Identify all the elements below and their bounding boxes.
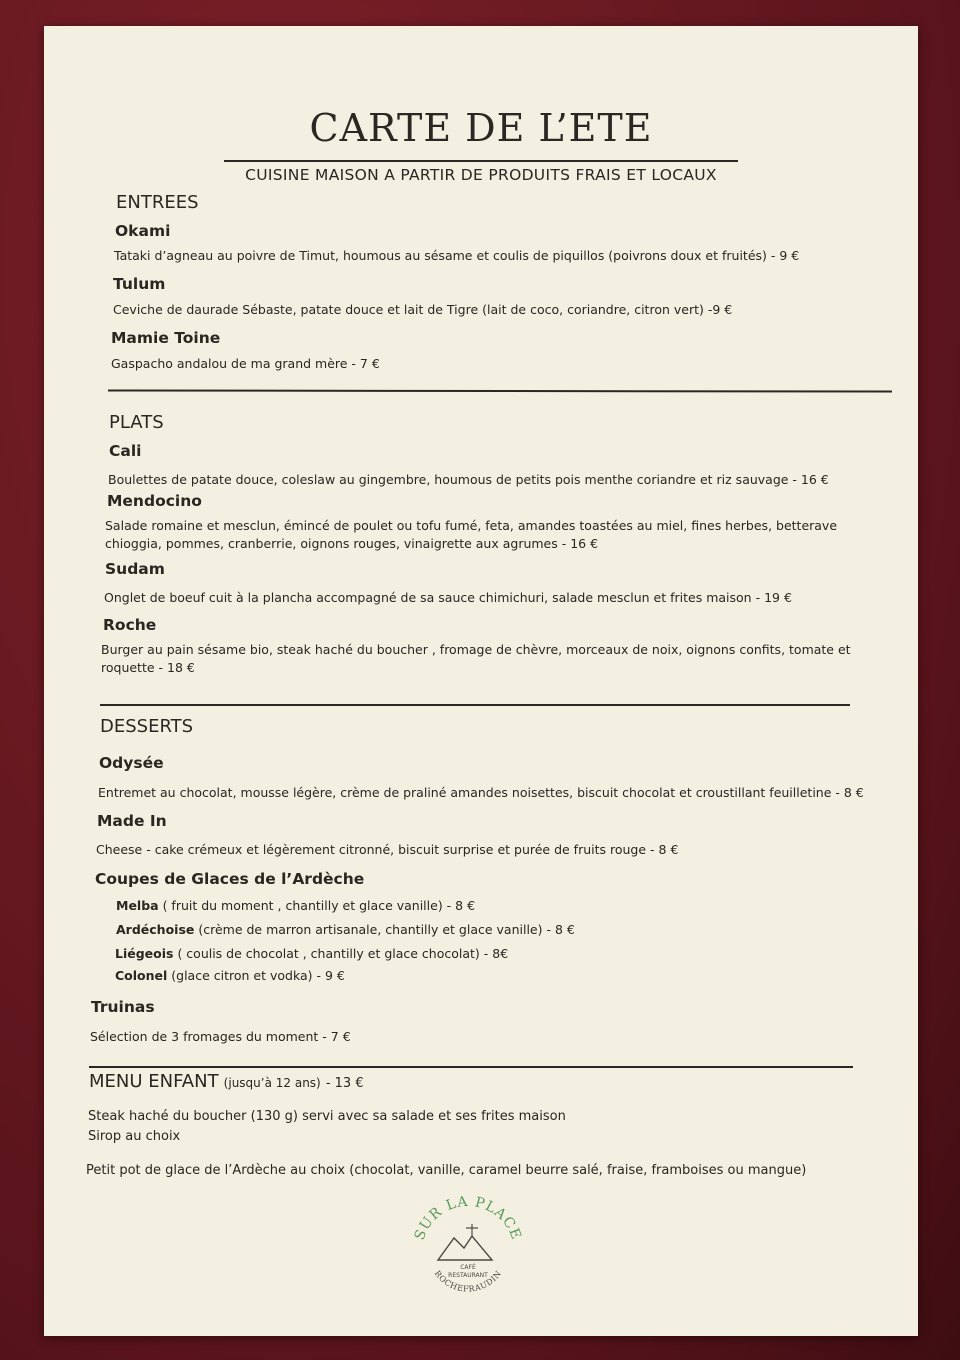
logo-line2: RESTAURANT [448,1272,488,1279]
logo-line1: CAFÉ [460,1264,476,1271]
enfant-header [89,1071,364,1092]
glaces-name: Coupes de Glaces de l’Ardèche [95,870,365,888]
enfant-heading: MENU ENFANT [89,1071,219,1092]
dessert-desc: Entremet au chocolat, mousse légère, crème de praliné amandes noisettes, biscuit chocolat et croustillant feuilletine - 8 € [98,785,864,800]
dessert-name: Odysée [99,754,164,772]
enfant-age: (jusqu’à 12 ans) [223,1076,321,1090]
plat-name: Sudam [105,560,165,578]
logo-arc-top [412,1194,524,1243]
glace-item [115,946,508,961]
entrees-heading: ENTREES [116,192,199,213]
entree-desc: Ceviche de daurade Sébaste, patate douce et lait de Tigre (lait de coco, coriandre, citron vert) -9 € [113,302,733,317]
glace-name: Ardéchoise [116,922,195,937]
menu-sheet [44,26,918,1336]
glace-item [116,898,475,913]
glace-desc: (crème de marron artisanale, chantilly et glace vanille) - 8 € [194,922,575,937]
logo-arc-bottom-text: ROCHEFRAUDIN [432,1268,504,1294]
enfant-line: Steak haché du boucher (130 g) servi avec sa salade et ses frites maison [88,1109,566,1124]
glace-item [116,922,575,937]
glace-name: Melba [116,898,159,913]
plats-heading: PLATS [109,412,164,433]
enfant-line: Petit pot de glace de l’Ardèche au choix (chocolat, vanille, caramel beurre salé, fraise, framboises ou mangue) [86,1163,807,1178]
enfant-line: Sirop au choix [88,1129,181,1144]
entree-name: Okami [115,222,171,240]
glace-name: Colonel [115,968,168,983]
glace-desc: (glace citron et vodka) - 9 € [167,968,345,983]
entree-name: Tulum [113,275,166,293]
plat-name: Cali [109,442,142,460]
glace-desc: ( fruit du moment , chantilly et glace vanille) - 8 € [158,898,476,913]
enfant-price: - 13 € [325,1076,364,1091]
plat-desc: Onglet de boeuf cuit à la plancha accompagné de sa sauce chimichuri, salade mesclun et frites maison - 19 € [104,590,792,605]
entree-name: Mamie Toine [111,329,221,347]
entree-desc: Gaspacho andalou de ma grand mère - 7 € [111,356,380,371]
logo-arc-top-text: SUR LA PLACE [411,1193,525,1243]
plat-name: Mendocino [107,492,202,510]
glace-name: Liégeois [115,946,174,961]
dessert-name: Made In [97,812,167,830]
section-divider [89,1066,853,1068]
plat-desc: Burger au pain sésame bio, steak haché du boucher , fromage de chèvre, morceaux de noix, oignons confits, tomate et roquette - 18 € [101,642,851,675]
plat-desc: Salade romaine et mesclun, émincé de poulet ou tofu fumé, feta, amandes toastées au miel, fines herbes, betterave chioggia, pommes, cranberrie, oignons rouges, vinaigrette aux agrumes - 16 € [105,518,838,551]
plat-name: Roche [103,616,157,634]
menu-subtitle: CUISINE MAISON A PARTIR DE PRODUITS FRAIS ET LOCAUX [245,166,717,184]
menu-title: CARTE DE L’ETE [309,106,653,150]
fromage-name: Truinas [91,998,155,1016]
entree-desc: Tataki d’agneau au poivre de Timut, houmous au sésame et coulis de piquillos (poivrons doux et fruités) - 9 € [114,248,800,263]
title-divider [224,160,738,162]
glace-desc: ( coulis de chocolat , chantilly et glace chocolat) - 8€ [173,946,509,961]
glace-item [115,968,345,983]
plat-desc: Boulettes de patate douce, coleslaw au gingembre, houmous de petits pois menthe coriandre et riz sauvage - 16 € [108,472,829,487]
section-divider [100,704,850,706]
restaurant-logo [408,1186,528,1306]
section-divider [108,389,892,392]
desserts-heading: DESSERTS [100,716,194,737]
dessert-desc: Cheese - cake crémeux et légèrement citronné, biscuit surprise et purée de fruits rouge - 8 € [96,842,679,857]
mountain-icon [438,1236,492,1260]
fromage-desc: Sélection de 3 fromages du moment - 7 € [90,1029,351,1044]
